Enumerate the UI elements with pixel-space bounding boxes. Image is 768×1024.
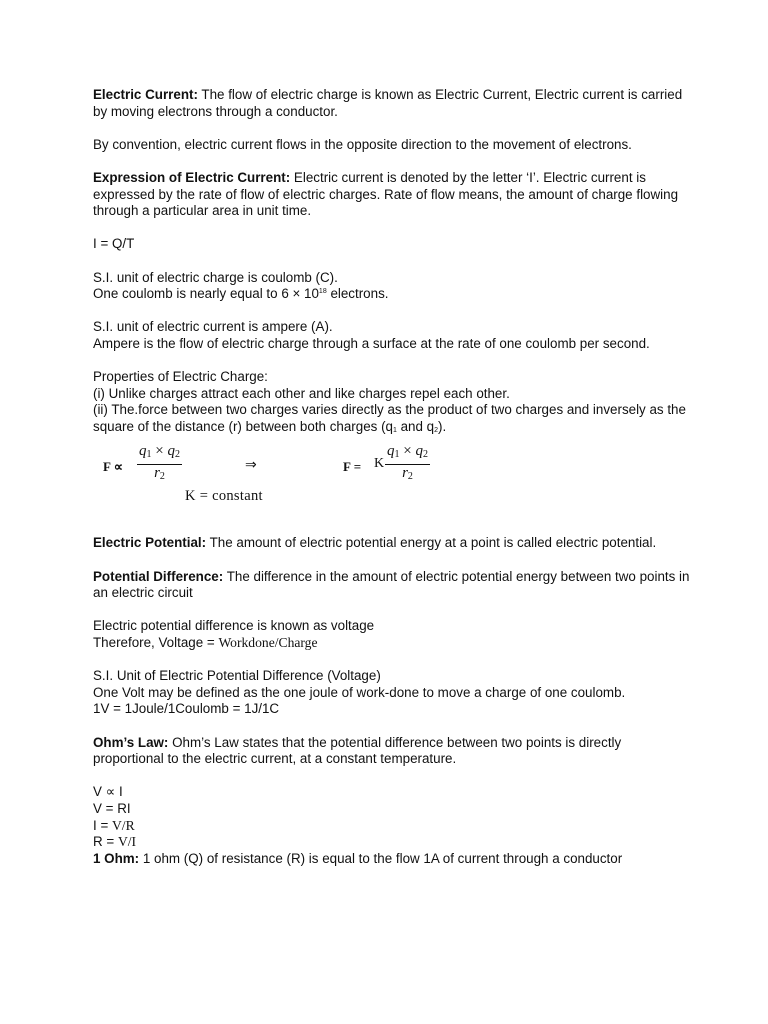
- text-line: ).: [438, 418, 447, 434]
- term-ohms-law: Ohm’s Law:: [93, 734, 169, 750]
- text-line: One coulomb is nearly equal to 6 × 10: [93, 286, 319, 302]
- paragraph-ampere: [93, 319, 693, 352]
- fraction-right: [385, 443, 430, 485]
- document-body: [93, 87, 693, 867]
- text-line: S.I. Unit of Electric Potential Difference (Voltage): [93, 668, 381, 684]
- voltage-formula: Workdone/Charge: [218, 635, 318, 651]
- definition-text: The amount of electric potential energy at a point is called electric potential.: [206, 535, 657, 551]
- definition-text: Electric current is denoted by the letter ‘I’. Electric current is expressed by the rate of flow of electric charges. Rate of flow means, the amount of charge flowing through a particular area in unit time.: [93, 169, 679, 219]
- subscript: 2: [434, 426, 439, 434]
- equation-line: V = RI: [93, 800, 131, 816]
- paragraph-properties-charge: [93, 369, 693, 435]
- paragraph-potential-difference: [93, 569, 693, 602]
- equation-line: I =: [93, 817, 112, 833]
- constant-k: K: [374, 456, 385, 472]
- paragraph-coulomb: [93, 270, 693, 303]
- exponent: 18: [318, 288, 327, 296]
- definition-text: 1 ohm (Q) of resistance (R) is equal to the flow 1A of current through a conductor: [139, 850, 623, 866]
- text-line: Ampere is the flow of electric charge through a surface at the rate of one coulomb per second.: [93, 335, 650, 351]
- definition-text: The difference in the amount of electric potential energy between two points in an electric circuit: [93, 568, 690, 601]
- text-line: (i) Unlike charges attract each other and like charges repel each other.: [93, 385, 510, 401]
- formula-right-label: F =: [343, 459, 362, 475]
- text-line: Electric potential difference is known as voltage: [93, 618, 375, 634]
- subscript: 1: [392, 426, 397, 434]
- definition-text: Ohm’s Law states that the potential difference between two points is directly proportional to the electric current, at a constant temperature.: [93, 734, 622, 767]
- term-potential-difference: Potential Difference:: [93, 568, 224, 584]
- k-constant-note: K = constant: [185, 488, 263, 505]
- term-electric-potential: Electric Potential:: [93, 535, 207, 551]
- text-line: S.I. unit of electric charge is coulomb (C).: [93, 269, 338, 285]
- implies-arrow: ⇒: [245, 458, 257, 474]
- equation-i-equals-q-over-t: I = Q/T: [93, 236, 135, 252]
- text-line: 1V = 1Joule/1Coulomb = 1J/1C: [93, 701, 280, 717]
- equation-line: V ∝ I: [93, 784, 123, 800]
- text-line: Therefore, Voltage =: [93, 635, 219, 651]
- fraction-numerator: $q_1 \times q_2$: [137, 443, 182, 465]
- paragraph-convention: By convention, electric current flows in the opposite direction to the movement of electrons.: [93, 136, 632, 152]
- text-line: Properties of Electric Charge:: [93, 369, 268, 385]
- formula-left-label: F ∝: [103, 459, 123, 475]
- equation-serif: V/I: [117, 834, 137, 850]
- fraction-numerator: $q_1 \times q_2$: [385, 443, 430, 465]
- paragraph-electric-potential: [93, 535, 693, 552]
- paragraph-expression-current: [93, 170, 693, 220]
- paragraph-electric-current: [93, 87, 693, 120]
- term-expression-current: Expression of Electric Current:: [93, 169, 291, 185]
- text-line: (ii) The.force between two charges varies directly as the product of two charges and inversely as the square of the distance (r) between both charges (q: [93, 402, 686, 434]
- definition-text: The flow of electric charge is known as Electric Current, Electric current is carried by moving electrons through a conductor.: [93, 87, 683, 119]
- paragraph-ohms-law: [93, 735, 693, 768]
- text-line: and q: [396, 418, 435, 434]
- fraction-left: [137, 443, 182, 485]
- paragraph-volt-unit: [93, 668, 693, 718]
- ohms-law-equations: [93, 784, 693, 867]
- text-line: electrons.: [326, 286, 389, 302]
- term-electric-current: Electric Current:: [93, 87, 198, 102]
- paragraph-voltage: [93, 618, 693, 651]
- text-line: S.I. unit of electric current is ampere (A).: [93, 319, 333, 335]
- fraction-denominator: $r_2$: [402, 465, 413, 483]
- text-line: One Volt may be defined as the one joule of work-done to move a charge of one coulomb.: [93, 684, 626, 700]
- coulombs-law-formula: [93, 443, 693, 535]
- fraction-denominator: $r_2$: [154, 465, 165, 483]
- term-one-ohm: 1 Ohm:: [93, 850, 140, 866]
- equation-line: R =: [93, 834, 118, 850]
- equation-serif: V/R: [111, 817, 135, 833]
